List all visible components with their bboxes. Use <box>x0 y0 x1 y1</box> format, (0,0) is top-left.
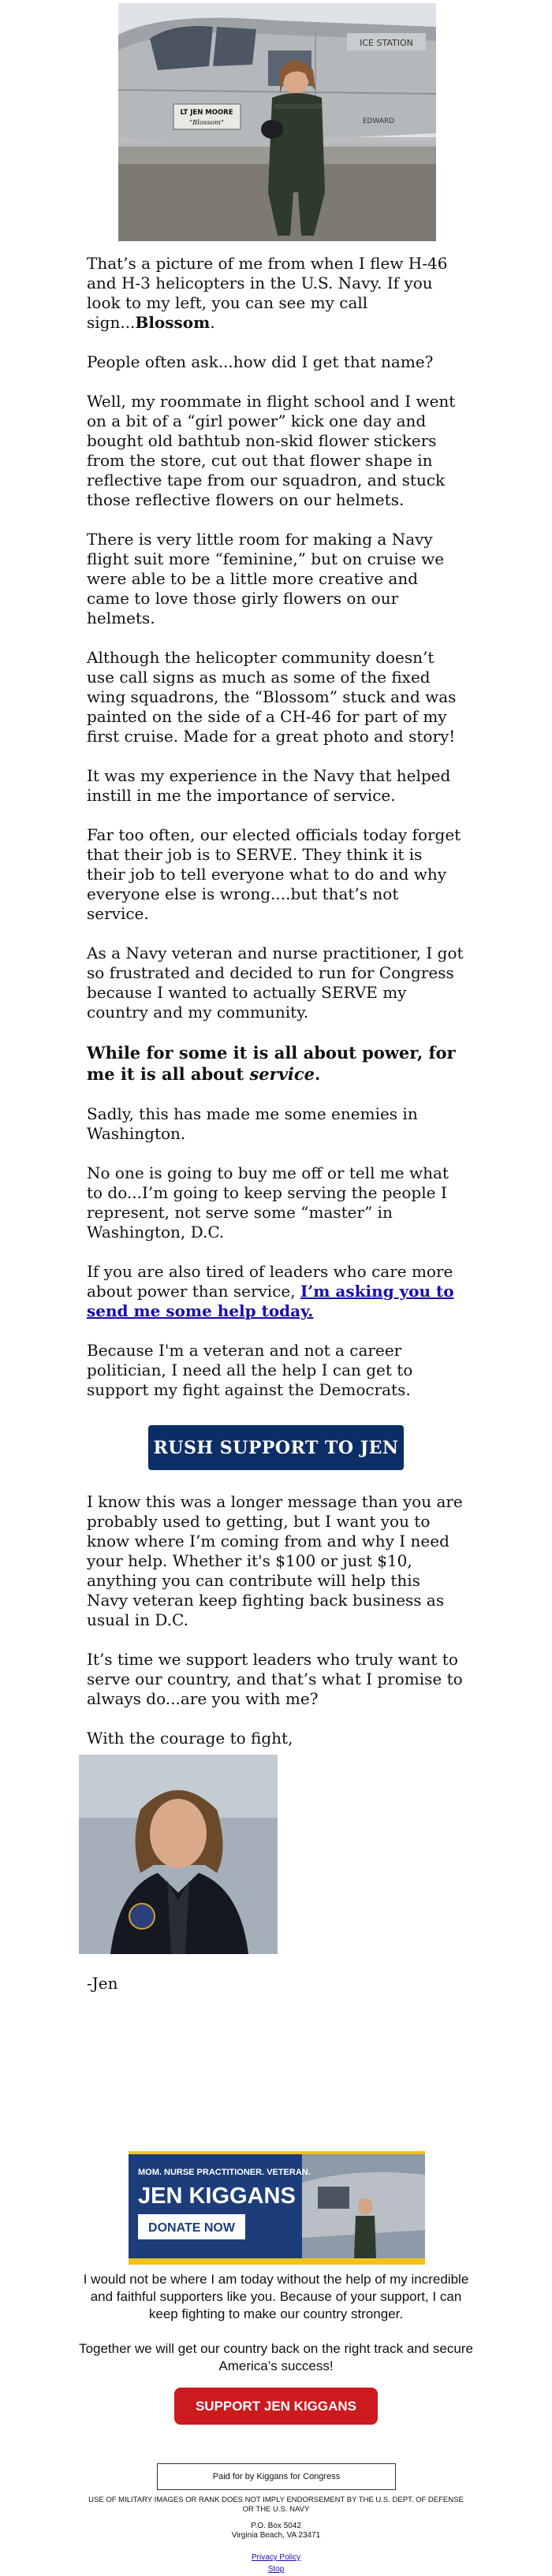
letter-paragraph-2: People often ask...how did I get that name? <box>87 352 434 371</box>
address-line-2: Virginia Beach, VA 23471 <box>231 2531 321 2540</box>
footer-paragraph-2: Together we will get our country back on the right track and secure America’s success! <box>79 2341 473 2373</box>
banner-name: JEN KIGGANS <box>138 2183 296 2209</box>
letter-paragraph-7: Far too often, our elected officials today forget that their job is to SERVE. They think it is their job to tell everyone what to do and why everyone else is wrong....but that’s not service. <box>87 825 461 923</box>
portrait-illustration <box>79 1755 278 1954</box>
letter-paragraph-9: Sadly, this has made me some enemies in Washington. <box>87 1104 418 1143</box>
military-disclaimer: USE OF MILITARY IMAGES OR RANK DOES NOT IMPLY ENDORSEMENT BY THE U.S. DEPT. OF DEFENSE OR THE U.S. NAVY <box>88 2496 464 2514</box>
support-jen-button[interactable]: SUPPORT JEN KIGGANS <box>174 2388 378 2425</box>
banner-donate-label: DONATE NOW <box>148 2221 235 2235</box>
privacy-policy-link[interactable]: Privacy Policy <box>251 2553 301 2562</box>
callsign-text: Blossom <box>135 313 211 332</box>
donate-banner[interactable] <box>129 2151 425 2265</box>
send-help-link[interactable]: I’m asking you to send me some help today. <box>87 1282 454 1320</box>
banner-tagline: MOM. NURSE PRACTITIONER. VETERAN. <box>138 2168 311 2177</box>
letter-paragraph-5: Although the helicopter community doesn’t use call signs as much as some of the fixed wing squadrons, the “Blossom” stuck and was painted on the side of a CH-46 for part of my first cruise. Made for a great photo and story! <box>87 648 457 746</box>
letter-paragraph-6: It was my experience in the Navy that helped instill in me the importance of service. <box>87 766 451 805</box>
mailing-address <box>158 2522 394 2541</box>
donate-banner-art <box>129 2151 425 2265</box>
nameplate-line2: "Blossom" <box>189 119 224 127</box>
letter-paragraph-1: That’s a picture of me from when I flew H-46 and H-3 helicopters in the U.S. Navy. If you look to my left, you can see my call sign...Blossom. <box>87 254 448 332</box>
unsubscribe-stop-link[interactable]: Stop <box>267 2565 285 2574</box>
privacy-policy-row <box>158 2553 394 2562</box>
letter-paragraph-8: As a Navy veteran and nurse practitioner, I got so frustrated and decided to run for Congress because I wanted to actually SERVE my country and my community. <box>87 944 464 1022</box>
address-line-1: P.O. Box 5042 <box>251 2522 301 2530</box>
signoff: -Jen <box>87 1974 118 1993</box>
nameplate-line1: LT JEN MOORE <box>180 109 233 117</box>
letter-paragraph-3: Well, my roommate in flight school and I went on a bit of a “girl power” kick one day and bought old bathtub non-skid flower stickers from the store, cut out that flower shape in reflective tape from our squadron, and stuck those reflective flowers on our helmets. <box>87 392 456 509</box>
portrait-photo <box>79 1755 278 1954</box>
footer-paragraph-1: I would not be where I am today without the help of my incredible and faithful supporters like you. Because of your support, I can keep fighting to make our country stronger. <box>83 2272 469 2321</box>
letter-body <box>87 254 465 1420</box>
letter-paragraph-10: No one is going to buy me off or tell me what to do...I’m going to keep serving the people I represent, not serve some “master” in Washington, D.C. <box>87 1163 449 1241</box>
letter-paragraph-4: There is very little room for making a Navy flight suit more “feminine,” but on cruise we were able to be a little more creative and came to love those girly flowers on our helmets. <box>87 530 445 627</box>
jacket-patch-icon <box>129 1904 155 1929</box>
stop-row <box>158 2565 394 2574</box>
letter-paragraph-11: If you are also tired of leaders who care more about power than service, I’m asking you to send me some help today. <box>87 1262 454 1320</box>
paid-for-box: Paid for by Kiggans for Congress <box>157 2463 396 2490</box>
headline-statement: While for some it is all about power, for me it is all about service. <box>87 1043 456 1084</box>
letter-paragraph-15: With the courage to fight, <box>87 1729 293 1748</box>
plane-tail-text: ICE STATION <box>360 38 413 48</box>
letter-paragraph-12: Because I'm a veteran and not a career politician, I need all the help I can get to support my fight against the Democrats. <box>87 1341 413 1399</box>
letter-paragraph-14: It’s time we support leaders who truly want to serve our country, and that’s what I promise to always do...are you with me? <box>87 1650 463 1708</box>
plane-side-text: EDWARD <box>362 117 395 125</box>
rush-support-button[interactable]: RUSH SUPPORT TO JEN <box>148 1425 404 1470</box>
letter-paragraph-13: I know this was a longer message than you are probably used to getting, but I want you to know where I’m coming from and why I need your help. Whether it's $100 or just $10, anything you can contribute will help this Navy veteran keep fighting back business as usual in D.C. <box>87 1492 463 1629</box>
footer-message <box>79 2271 473 2392</box>
letter-body-continued <box>87 1492 465 1768</box>
hero-photo <box>118 3 436 241</box>
helicopter-pilot-illustration <box>118 3 436 241</box>
helmet <box>261 120 283 139</box>
